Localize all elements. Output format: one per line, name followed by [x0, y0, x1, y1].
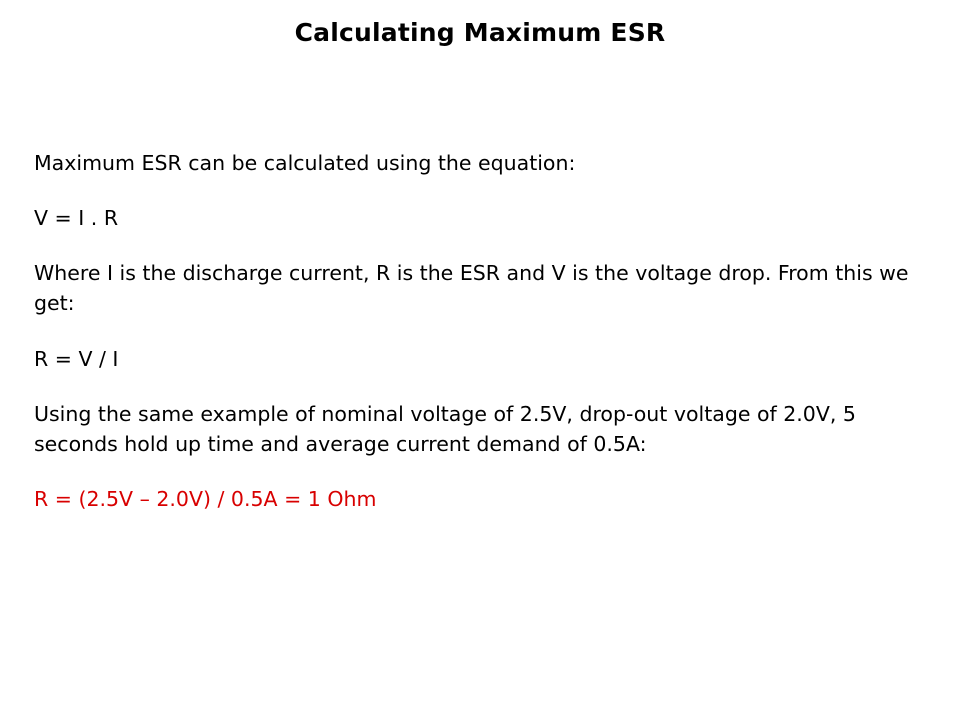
paragraph-equation-v: V = I . R: [34, 206, 119, 231]
paragraph-definition: Where I is the discharge current, R is the ESR and V is the voltage drop. From this we get:: [34, 261, 916, 316]
paragraph-equation-r: R = V / I: [34, 346, 119, 371]
paragraph-intro: Maximum ESR can be calculated using the equation:: [34, 151, 576, 175]
page-title: Calculating Maximum ESR: [294, 18, 666, 47]
slide-body: [34, 148, 924, 514]
paragraph-example-setup: Using the same example of nominal voltage of 2.5V, drop-out voltage of 2.0V, 5 seconds hold up time and average current demand of 0.5A:: [34, 401, 863, 456]
paragraph-result: R = (2.5V – 2.0V) / 0.5A = 1 Ohm: [34, 486, 377, 511]
